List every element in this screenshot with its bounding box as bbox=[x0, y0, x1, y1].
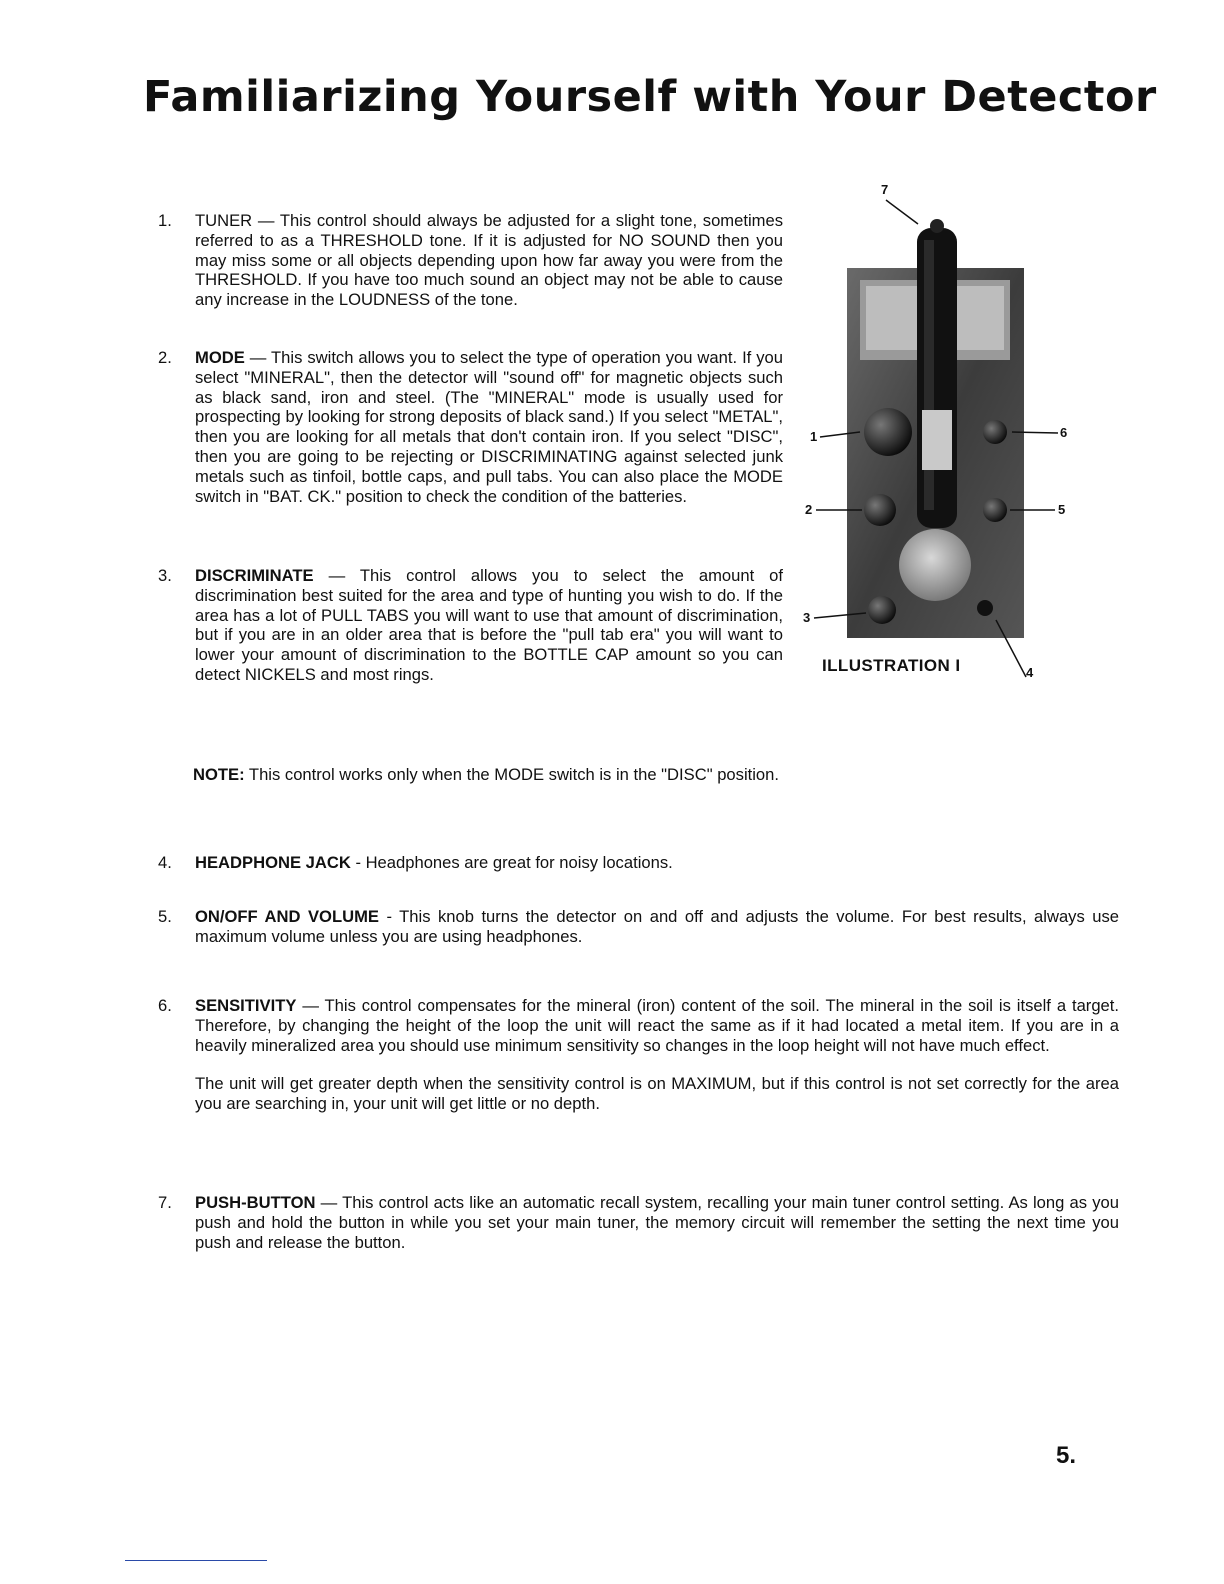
item-separator: - bbox=[350, 853, 366, 872]
item-heading: MODE bbox=[195, 348, 245, 367]
item-heading: DISCRIMINATE bbox=[195, 566, 314, 585]
callout-7: 7 bbox=[881, 182, 889, 197]
item-number-7: 7. bbox=[158, 1193, 172, 1212]
item-text: This control should always be adjusted for a slight tone, sometimes referred to as a THRESHOLD tone. If it is adjusted for NO SOUND then you may miss some or all objects depending upon how far away you were from the THRESHOLD. If you have too much sound an object may not be able to cause any increase in the LOUDNESS of the tone. bbox=[195, 211, 784, 310]
item-number-4: 4. bbox=[158, 853, 172, 872]
page-number: 5. bbox=[1056, 1442, 1077, 1469]
callout-1: 1 bbox=[810, 429, 818, 444]
callout-6: 6 bbox=[1060, 425, 1068, 440]
sensitivity-knob bbox=[983, 420, 1007, 444]
handle bbox=[917, 228, 957, 528]
handle-clip bbox=[922, 410, 952, 470]
item-mode bbox=[195, 348, 783, 506]
footer-rule bbox=[125, 1560, 267, 1561]
callout-2: 2 bbox=[805, 502, 813, 517]
speaker-grille bbox=[899, 529, 971, 601]
mode-switch bbox=[864, 494, 896, 526]
item-separator: — bbox=[252, 211, 280, 230]
item-separator: — bbox=[244, 348, 272, 367]
page-title: Familiarizing Yourself with Your Detector bbox=[143, 72, 1157, 122]
item-headphone-jack bbox=[195, 853, 1119, 873]
item-text: This control allows you to select the amount of discrimination best suited for the area and type of hunting you wish to do. If the area has a lot of PULL TABS you will want to use that amount of discrimination, but if you are in an older area that is before the "pull tab era" you will want to lower your amount of discrimination to the BOTTLE CAP amount so you can detect NICKELS and most rings. bbox=[195, 566, 783, 684]
item-sensitivity bbox=[195, 996, 1119, 1114]
item-heading: ON/OFF AND VOLUME bbox=[195, 907, 379, 926]
item-number-3: 3. bbox=[158, 566, 172, 585]
item-discriminate bbox=[195, 566, 783, 685]
item-text: This control acts like an automatic recall system, recalling your main tuner control setting. As long as you push and hold the button in while you set your main tuner, the memory circuit will remember the setting the next time you push and release the button. bbox=[195, 1193, 1119, 1252]
push-button bbox=[930, 219, 944, 233]
item-text: This knob turns the detector on and off and adjusts the volume. For best results, always use maximum volume unless you are using headphones. bbox=[195, 907, 1119, 946]
discriminate-knob bbox=[868, 596, 896, 624]
item-separator: — bbox=[296, 996, 325, 1015]
item-tuner bbox=[195, 211, 783, 310]
callout-4: 4 bbox=[1026, 665, 1034, 680]
callout-5: 5 bbox=[1058, 502, 1066, 517]
tuner-knob bbox=[864, 408, 912, 456]
item-number-5: 5. bbox=[158, 907, 172, 926]
item-separator: — bbox=[313, 566, 360, 585]
item-heading: SENSITIVITY bbox=[195, 996, 297, 1015]
volume-knob bbox=[983, 498, 1007, 522]
item-text: This control compensates for the mineral (iron) content of the soil. The mineral in the soil is itself a target. Therefore, by changing the height of the loop the unit will react the same as if it had located a metal item. If you are in a heavily mineralized area you should use minimum sensitivity so changes in the loop height will not have much effect. bbox=[195, 996, 1119, 1055]
item-heading: TUNER bbox=[195, 211, 253, 230]
item-text: This switch allows you to select the type of operation you want. If you select "MINERAL", then the detector will "sound off" for magnetic objects such as black sand, iron and steel. (The "MINERAL" mode is usually used for prospecting by looking for strong deposits of black sand.) If you select "METAL", then you are looking for all metals that don't contain iron. If you select "DISC", then you are going to be rejecting or DISCRIMINATING against selected junk metals such as tinfoil, bottle caps, and pull tabs. You can also place the MODE switch in "BAT. CK." position to check the condition of the batteries. bbox=[195, 348, 784, 506]
note bbox=[193, 765, 819, 785]
note-label: NOTE: bbox=[193, 765, 245, 784]
item-number-2: 2. bbox=[158, 348, 172, 367]
item-number-1: 1. bbox=[158, 211, 172, 230]
item-text: Headphones are great for noisy locations. bbox=[365, 853, 673, 872]
detector-illustration bbox=[800, 180, 1090, 680]
item-separator: — bbox=[315, 1193, 343, 1212]
headphone-jack bbox=[977, 600, 993, 616]
callout-3: 3 bbox=[803, 610, 811, 625]
illustration-caption: ILLUSTRATION I bbox=[822, 656, 961, 675]
item-heading: PUSH-BUTTON bbox=[195, 1193, 316, 1212]
item-on-off-volume bbox=[195, 907, 1119, 947]
item-text-2: The unit will get greater depth when the sensitivity control is on MAXIMUM, but if this control is not set correctly for the area you are searching in, your unit will get little or no depth. bbox=[195, 1074, 1119, 1114]
item-push-button bbox=[195, 1193, 1119, 1252]
item-heading: HEADPHONE JACK bbox=[195, 853, 351, 872]
note-text: This control works only when the MODE switch is in the "DISC" position. bbox=[244, 765, 780, 784]
item-separator: - bbox=[378, 907, 400, 926]
item-number-6: 6. bbox=[158, 996, 172, 1015]
